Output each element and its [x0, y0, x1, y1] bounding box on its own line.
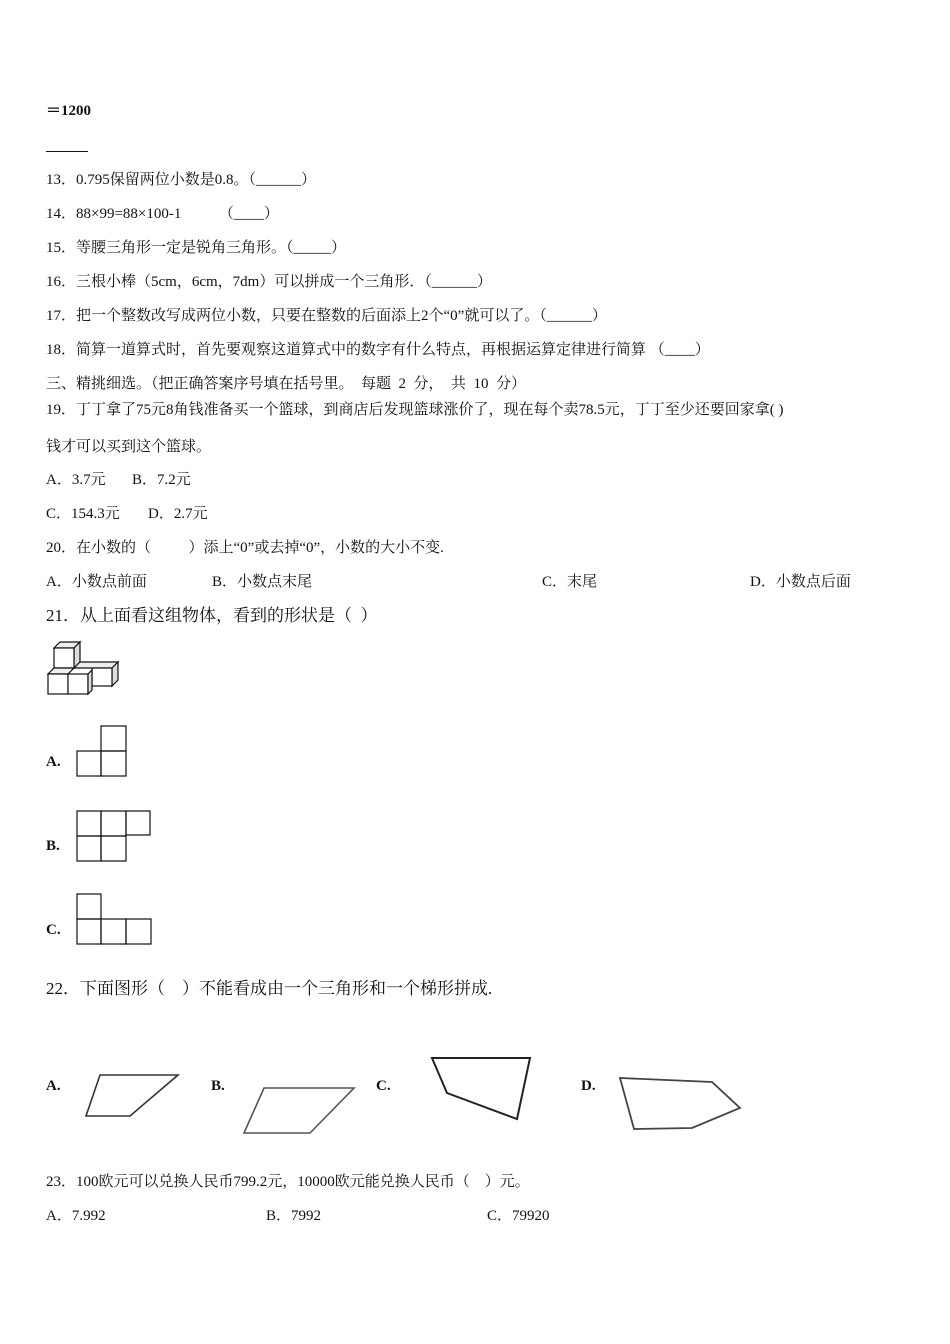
question-17: 17．把一个整数改写成两位小数，只要在整数的后面添上2个“0”就可以了。（______）	[46, 308, 607, 324]
q23-option-c: C．79920	[487, 1208, 550, 1224]
q21-option-c: C.	[46, 922, 61, 938]
q22-option-c: C.	[376, 1078, 391, 1094]
question-21: 21．从上面看这组物体，看到的形状是（ ）	[46, 606, 378, 625]
q23-option-b: B．7992	[266, 1208, 322, 1224]
q22-option-a: A.	[46, 1078, 61, 1094]
section-3-heading: 三、精挑细选。（把正确答案序号填在括号里。 每题 2 分， 共 10 分）	[46, 376, 527, 392]
question-23: 23．100欧元可以兑换人民币799.2元，10000欧元能兑换人民币（ ）元。	[46, 1174, 530, 1190]
q20-option-c: C．末尾	[542, 574, 598, 590]
question-14: 14．88×99=88×100-1 （____）	[46, 206, 279, 222]
q22-option-d: D.	[581, 1078, 596, 1094]
question-15: 15．等腰三角形一定是锐角三角形。（_____）	[46, 240, 347, 256]
q19-option-c: C．154.3元	[46, 506, 120, 522]
q22-shape-b	[244, 1088, 354, 1133]
q19-option-d: D．2.7元	[148, 506, 208, 522]
question-22: 22．下面图形（ ）不能看成由一个三角形和一个梯形拼成.	[46, 979, 493, 998]
q20-option-a: A．小数点前面	[46, 574, 147, 590]
question-16: 16．三根小棒（5cm，6cm，7dm）可以拼成一个三角形．（______）	[46, 274, 492, 290]
q20-option-b: B．小数点末尾	[212, 574, 313, 590]
question-19: 19．丁丁拿了75元8角钱准备买一个篮球，到商店后发现篮球涨价了，现在每个卖78.5元，丁丁至少还要回家拿( )	[46, 402, 784, 418]
q22-shape-d	[620, 1078, 740, 1129]
previous-answer: ＝1200	[46, 103, 92, 119]
question-19-cont: 钱才可以买到这个篮球。	[46, 439, 212, 455]
q22-shape-a	[86, 1075, 178, 1116]
q19-option-a: A．3.7元	[46, 472, 106, 488]
q22-shape-c	[432, 1058, 530, 1119]
q19-option-b: B．7.2元	[132, 472, 191, 488]
question-13: 13．0.795保留两位小数是0.8。（______）	[46, 172, 317, 188]
q21-option-a: A.	[46, 754, 61, 770]
q22-option-b: B.	[211, 1078, 225, 1094]
q21-option-b: B.	[46, 838, 60, 854]
q20-option-d: D．小数点后面	[750, 574, 851, 590]
question-18: 18．简算一道算式时，首先要观察这道算式中的数字有什么特点，再根据运算定律进行简算 （____）	[46, 342, 710, 358]
q23-option-a: A．7.992	[46, 1208, 106, 1224]
question-20: 20．在小数的（ ）添上“0”或去掉“0”，小数的大小不变.	[46, 540, 444, 556]
